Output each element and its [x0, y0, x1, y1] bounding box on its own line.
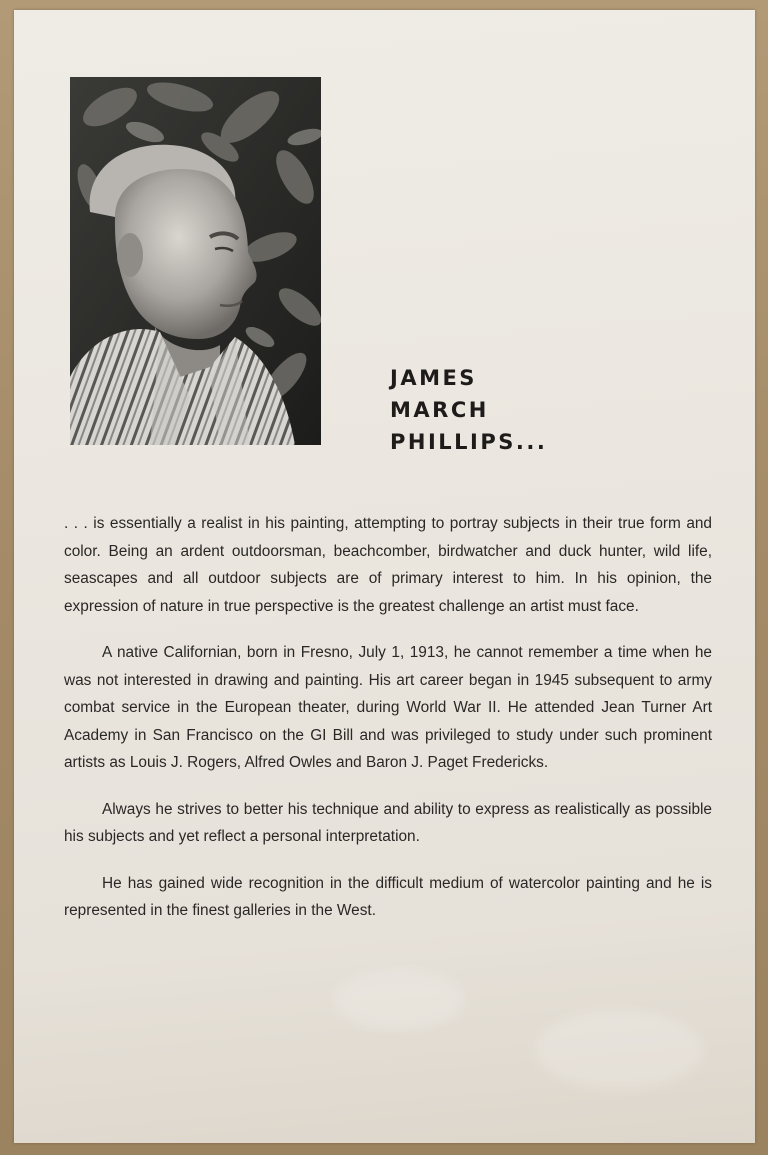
- portrait-photo: [70, 77, 321, 445]
- biography-text: [64, 510, 712, 944]
- artist-name-heading: [390, 362, 547, 458]
- biography-sheet: [14, 10, 755, 1143]
- paragraph-recognition: He has gained wide recognition in the difficult medium of watercolor painting and he is represented in the finest galleries in the West.: [64, 874, 712, 919]
- portrait-photo-icon: [70, 77, 321, 445]
- paper-smudge: [534, 1010, 704, 1090]
- name-line-last: PHILLIPS...: [390, 430, 548, 454]
- name-line-first: JAMES: [390, 366, 477, 390]
- name-line-middle: MARCH: [390, 398, 489, 422]
- paragraph-background: A native Californian, born in Fresno, July 1, 1913, he cannot remember a time when he was not interested in drawing and painting. His art career began in 1945 subsequent to army combat service in the European theater, during World War II. He attended Jean Turner Art Academy in San Francisco on the GI Bill and was privileged to study under such prominent artists as Louis J. Rogers, Alfred Owles and Baron J. Paget Fredericks.: [64, 644, 712, 771]
- paper-smudge: [334, 970, 464, 1030]
- paragraph-technique: Always he strives to better his technique and ability to express as realistically as possible his subjects and yet reflect a personal interpretation.: [64, 800, 712, 845]
- paragraph-intro: . . . is essentially a realist in his painting, attempting to portray subjects in their true form and color. Being an ardent outdoorsman, beachcomber, birdwatcher and duck hunter, wild life, seascapes and all outdoor subjects are of primary interest to him. In his opinion, the expression of nature in true perspective is the greatest challenge an artist must face.: [64, 515, 712, 615]
